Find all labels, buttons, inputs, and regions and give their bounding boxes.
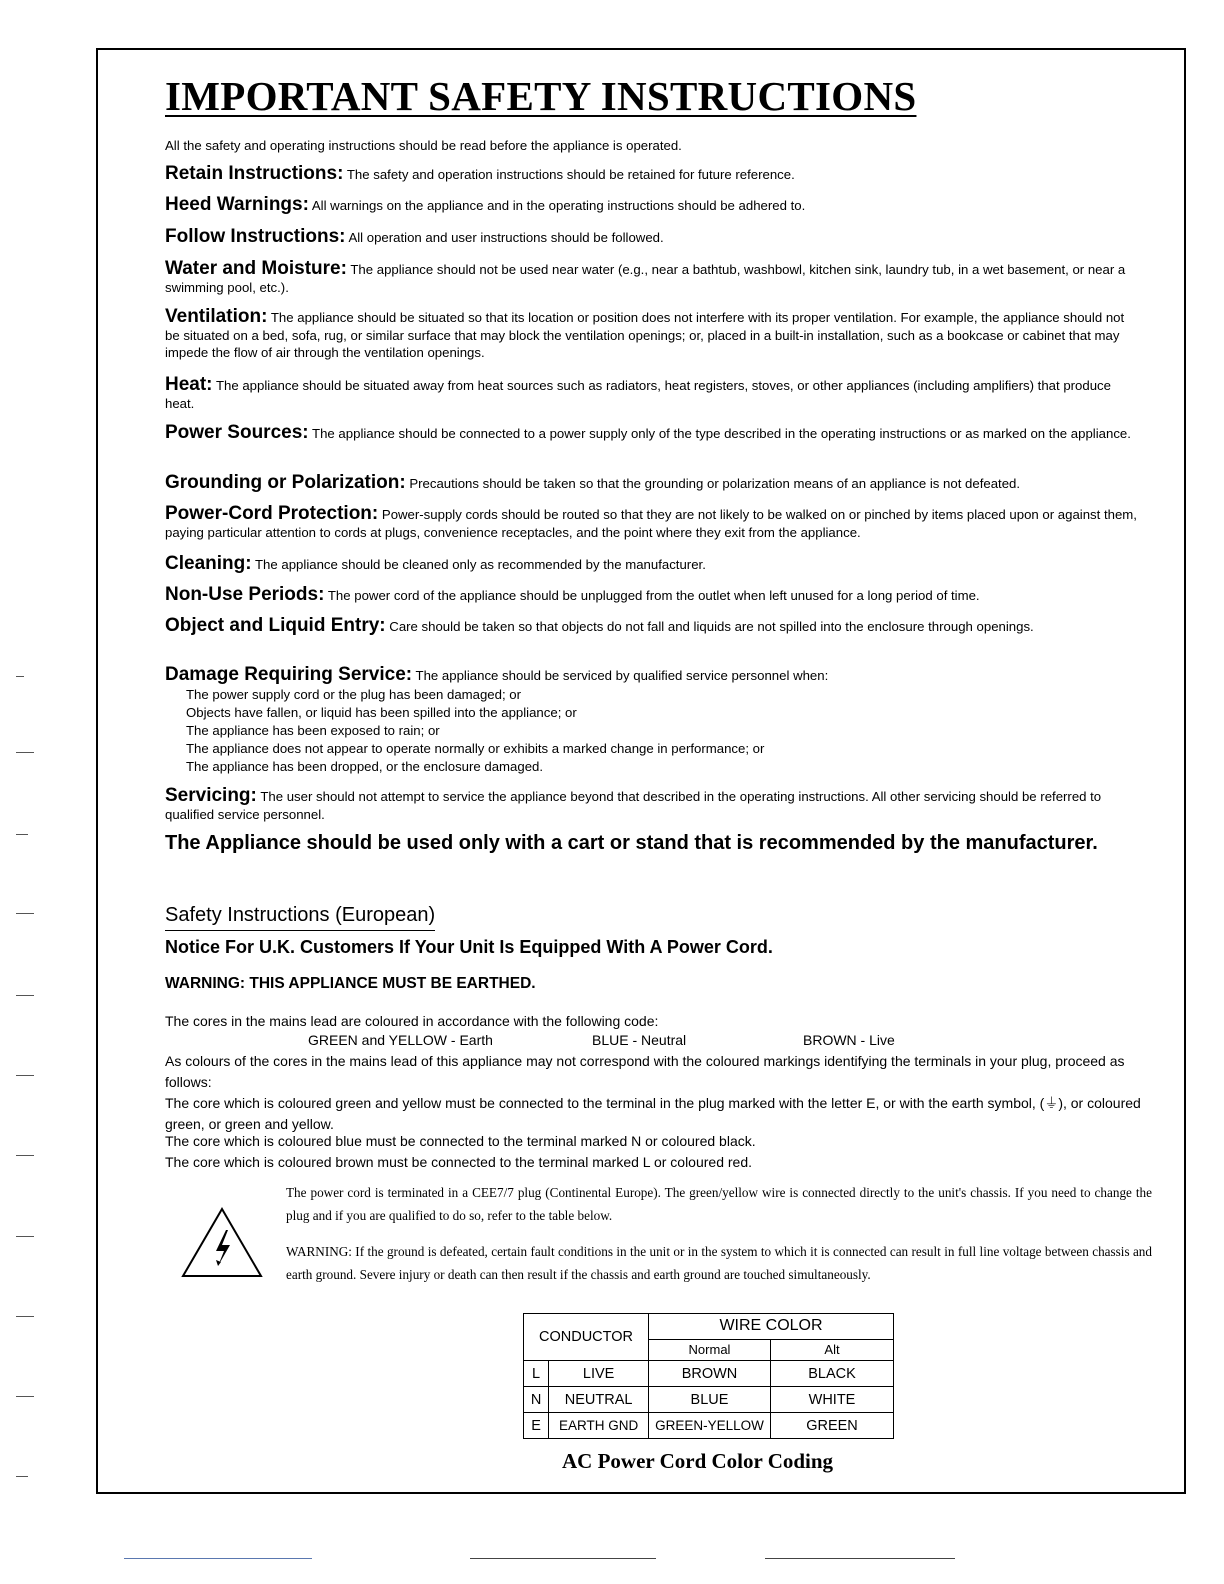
margin-mark <box>16 676 24 677</box>
alt-color: WHITE <box>771 1387 894 1413</box>
item-text: The appliance should be situated away from heat sources such as radiators, heat registers, stoves, or other appliances (including amplifiers) that produce heat. <box>165 378 1111 411</box>
cart-notice: The Appliance should be used only with a cart or stand that is recommended by the manufacturer. <box>165 832 1098 854</box>
cee-plug-note: The power cord is terminated in a CEE7/7 plug (Continental Europe). The green/yellow wire is connected directly to the unit's chassis. If you need to change the plug and if you are qualified to do so, refer to the table below. <box>286 1185 1152 1223</box>
intro-text: All the safety and operating instructions should be read before the appliance is operated. <box>165 138 682 153</box>
item-label: Object and Liquid Entry: <box>165 615 386 636</box>
normal-header: Normal <box>649 1339 771 1360</box>
margin-mark <box>16 913 34 914</box>
item-label: Power Sources: <box>165 422 309 443</box>
cores-intro: The cores in the mains lead are coloured in accordance with the following code: <box>165 1013 659 1029</box>
normal-color: BLUE <box>649 1387 771 1413</box>
item-label: Grounding or Polarization: <box>165 472 406 493</box>
list-item: Objects have fallen, or liquid has been spilled into the appliance; or <box>186 705 577 720</box>
table-caption: AC Power Cord Color Coding <box>562 1449 834 1473</box>
item-text: Precautions should be taken so that the grounding or polarization means of an appliance is not defeated. <box>409 476 1021 491</box>
conductor-code: E <box>524 1413 549 1439</box>
conductor-name: LIVE <box>549 1361 649 1387</box>
item-label: Non-Use Periods: <box>165 584 325 605</box>
conductor-code: L <box>524 1361 549 1387</box>
margin-mark <box>16 1396 34 1397</box>
item-water-moisture <box>165 260 1141 296</box>
margin-mark <box>16 1236 34 1237</box>
normal-color: BROWN <box>649 1361 771 1387</box>
margin-mark <box>16 752 34 753</box>
bottom-scan-line <box>470 1558 656 1559</box>
list-item: The appliance has been dropped, or the enclosure damaged. <box>186 759 544 774</box>
margin-mark <box>16 1155 34 1156</box>
item-retain-instructions <box>165 165 1141 184</box>
conductor-header: CONDUCTOR <box>524 1314 649 1361</box>
conductor-name: NEUTRAL <box>549 1387 649 1413</box>
conductor-code: N <box>524 1387 549 1413</box>
conductor-name: EARTH GND <box>549 1413 649 1439</box>
item-grounding <box>165 474 1141 493</box>
item-text: The appliance should not be used near water (e.g., near a bathtub, washbowl, kitchen sink, laundry tub, in a wet basement, or near a swimming pool, etc.). <box>165 262 1126 295</box>
european-section-title: Safety Instructions (European) <box>165 904 435 931</box>
electrical-hazard-icon <box>180 1206 264 1280</box>
item-text: The appliance should be situated so that its location or position does not interfere with its proper ventilation. For example, the appliance should not be situated on a bed, sofa, rug, or similar surface that may block the ventilation openings; or, placed in a built-in installation, such as a bookcase or cabinet that may impede the flow of air through the ventilation openings. <box>165 310 1125 360</box>
item-object-liquid-entry <box>165 617 1141 636</box>
alt-header: Alt <box>771 1339 894 1360</box>
margin-mark <box>16 995 34 996</box>
code-neutral: BLUE - Neutral <box>592 1032 687 1048</box>
bottom-scan-line <box>124 1558 312 1559</box>
item-heed-warnings <box>165 196 1141 215</box>
item-servicing <box>165 787 1141 823</box>
margin-mark <box>16 1476 28 1477</box>
item-text: All operation and user instructions should be followed. <box>348 230 664 245</box>
wire-color-header: WIRE COLOR <box>649 1314 894 1340</box>
item-text: The appliance should be serviced by qualified service personnel when: <box>415 668 829 683</box>
item-label: Water and Moisture: <box>165 258 347 279</box>
item-label: Cleaning: <box>165 553 252 574</box>
code-earth: GREEN and YELLOW - Earth <box>308 1032 493 1048</box>
page-title: IMPORTANT SAFETY INSTRUCTIONS <box>165 73 917 119</box>
item-power-cord-protection <box>165 505 1141 541</box>
wire-color-table <box>523 1313 894 1439</box>
blue-paragraph: The core which is coloured blue must be connected to the terminal marked N or coloured black. <box>165 1133 756 1149</box>
item-label: Heat: <box>165 374 213 395</box>
table-row <box>524 1361 894 1387</box>
item-label: Heed Warnings: <box>165 194 309 215</box>
item-heat <box>165 376 1141 412</box>
uk-notice: Notice For U.K. Customers If Your Unit Is Equipped With A Power Cord. <box>165 937 773 957</box>
earthed-warning: WARNING: THIS APPLIANCE MUST BE EARTHED. <box>165 975 536 992</box>
margin-mark <box>16 1316 34 1317</box>
item-text: The appliance should be cleaned only as recommended by the manufacturer. <box>255 557 706 572</box>
list-item: The appliance does not appear to operate normally or exhibits a marked change in performance; or <box>186 741 765 756</box>
green-yellow-paragraph: The core which is coloured green and yellow must be connected to the terminal in the plug marked with the letter E, or with the earth symbol, (⏚), or coloured green, or green and yellow. <box>165 1095 1141 1132</box>
item-text: The user should not attempt to service the appliance beyond that described in the operating instructions. All other servicing should be referred to qualified service personnel. <box>165 789 1102 822</box>
item-text: All warnings on the appliance and in the operating instructions should be adhered to. <box>311 198 806 213</box>
list-item: The power supply cord or the plug has been damaged; or <box>186 687 522 702</box>
colours-paragraph: As colours of the cores in the mains lead of this appliance may not correspond with the coloured markings identifying the terminals in your plug, proceed as follows: <box>165 1053 1125 1090</box>
item-text: Power-supply cords should be routed so that they are not likely to be walked on or pinched by items placed upon or against them, paying particular attention to cords at plugs, convenience receptacles, and the point where they exit from the appliance. <box>165 507 1137 540</box>
item-follow-instructions <box>165 228 1141 247</box>
list-item: The appliance has been exposed to rain; or <box>186 723 440 738</box>
item-label: Power-Cord Protection: <box>165 503 379 524</box>
item-cleaning <box>165 555 1141 574</box>
table-row <box>524 1413 894 1439</box>
brown-paragraph: The core which is coloured brown must be connected to the terminal marked L or coloured red. <box>165 1154 753 1170</box>
alt-color: BLACK <box>771 1361 894 1387</box>
table-row <box>524 1387 894 1413</box>
item-power-sources <box>165 424 1141 443</box>
alt-color: GREEN <box>771 1413 894 1439</box>
item-label: Servicing: <box>165 785 257 806</box>
item-text: The safety and operation instructions should be retained for future reference. <box>346 167 795 182</box>
damage-list <box>186 686 1086 776</box>
ground-warning: WARNING: If the ground is defeated, certain fault conditions in the unit or in the system to which it is connected can result in full line voltage between chassis and earth ground. Severe injury or death can then result if the chassis and earth ground are touched simultaneously. <box>286 1244 1152 1282</box>
item-label: Follow Instructions: <box>165 226 346 247</box>
item-label: Ventilation: <box>165 306 268 327</box>
item-label: Retain Instructions: <box>165 163 344 184</box>
item-label: Damage Requiring Service: <box>165 664 413 685</box>
item-ventilation <box>165 308 1141 362</box>
code-live: BROWN - Live <box>803 1032 895 1048</box>
item-non-use-periods <box>165 586 1141 605</box>
item-damage-requiring-service <box>165 666 1141 685</box>
margin-mark <box>16 834 28 835</box>
normal-color: GREEN-YELLOW <box>649 1413 771 1439</box>
item-text: Care should be taken so that objects do not fall and liquids are not spilled into the enclosure through openings. <box>389 619 1034 634</box>
margin-mark <box>16 1075 34 1076</box>
item-text: The power cord of the appliance should be unplugged from the outlet when left unused for a long period of time. <box>327 588 980 603</box>
item-text: The appliance should be connected to a power supply only of the type described in the operating instructions or as marked on the appliance. <box>312 426 1131 441</box>
bottom-scan-line <box>765 1558 955 1559</box>
